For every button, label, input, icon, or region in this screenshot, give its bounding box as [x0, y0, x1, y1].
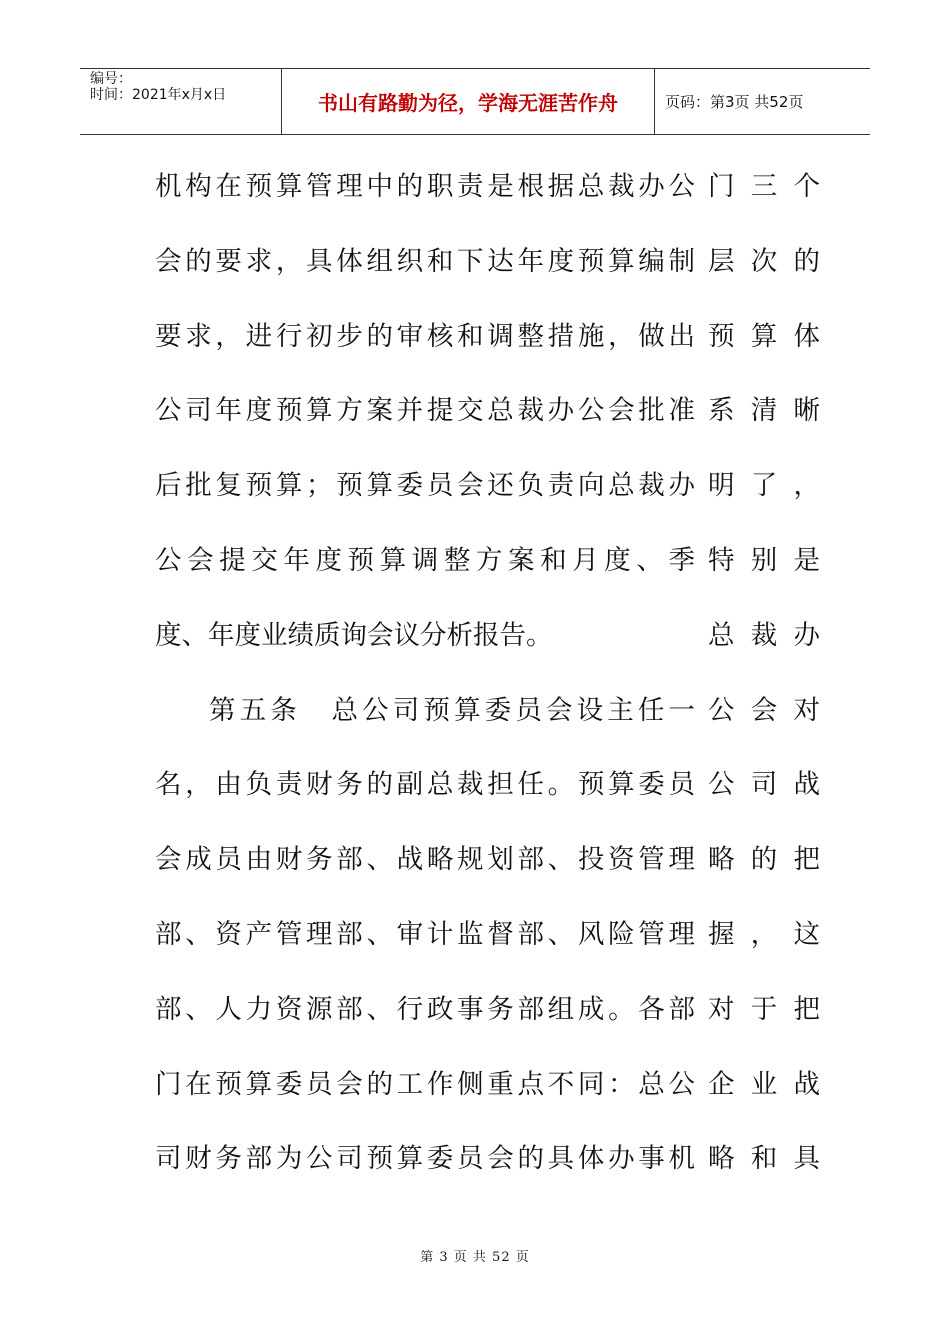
- page-header: [80, 68, 870, 135]
- main-text-column: [155, 150, 695, 1197]
- side-text-line: 系清晰: [708, 395, 820, 427]
- main-text-line: 要求，进行初步的审核和调整措施，做出: [155, 320, 695, 352]
- document-time-label: 时间：2021年x月x日: [90, 87, 227, 103]
- side-text-line: 公司战: [708, 769, 820, 801]
- main-text-line: 后批复预算；预算委员会还负责向总裁办: [155, 470, 695, 502]
- side-text-line: 层次的: [708, 245, 820, 277]
- side-text-line: 门三个: [708, 171, 820, 202]
- main-text-line: 部、人力资源部、行政事务部组成。各部: [155, 993, 695, 1025]
- main-text-line: 司财务部为公司预算委员会的具体办事机: [155, 1143, 695, 1175]
- side-text-line: 握，这: [708, 918, 820, 950]
- page-footer: 第 3 页 共 52 页: [420, 1250, 530, 1265]
- side-text-line: 明了，: [708, 470, 820, 502]
- main-text-line: 公司年度预算方案并提交总裁办公会批准: [155, 395, 695, 427]
- side-text-line: 略的把: [708, 844, 820, 876]
- side-text-line: 对于把: [708, 993, 820, 1025]
- main-text-line: 会成员由财务部、战略规划部、投资管理: [155, 844, 695, 876]
- side-text-line: 略和具: [708, 1143, 820, 1175]
- document-number-label: 编号：: [90, 71, 132, 87]
- side-text-line: 预算体: [708, 320, 820, 352]
- main-text-line: 度、年度业绩质询会议分析报告。: [155, 619, 553, 651]
- side-text-line: 特别是: [708, 544, 820, 576]
- main-text-line: 会的要求，具体组织和下达年度预算编制: [155, 245, 695, 277]
- main-text-line: 门在预算委员会的工作侧重点不同：总公: [155, 1068, 695, 1100]
- main-text-line: 名，由负责财务的副总裁担任。预算委员: [155, 769, 695, 801]
- side-text-line: 总裁办: [708, 619, 820, 651]
- main-text-line: 第五条 总公司预算委员会设主任一: [209, 694, 695, 726]
- header-page-info: 页码：第3页 共52页: [665, 93, 804, 111]
- main-text-line: 机构在预算管理中的职责是根据总裁办公: [155, 171, 695, 202]
- side-text-line: 公会对: [708, 694, 820, 726]
- side-text-line: 企业战: [708, 1068, 820, 1100]
- main-text-line: 公会提交年度预算调整方案和月度、季: [155, 544, 695, 576]
- header-motto: 书山有路勤为径，学海无涯苦作舟: [282, 69, 655, 134]
- side-text-column: [708, 150, 820, 1197]
- header-meta: [80, 69, 282, 134]
- main-text-line: 部、资产管理部、审计监督部、风险管理: [155, 918, 695, 950]
